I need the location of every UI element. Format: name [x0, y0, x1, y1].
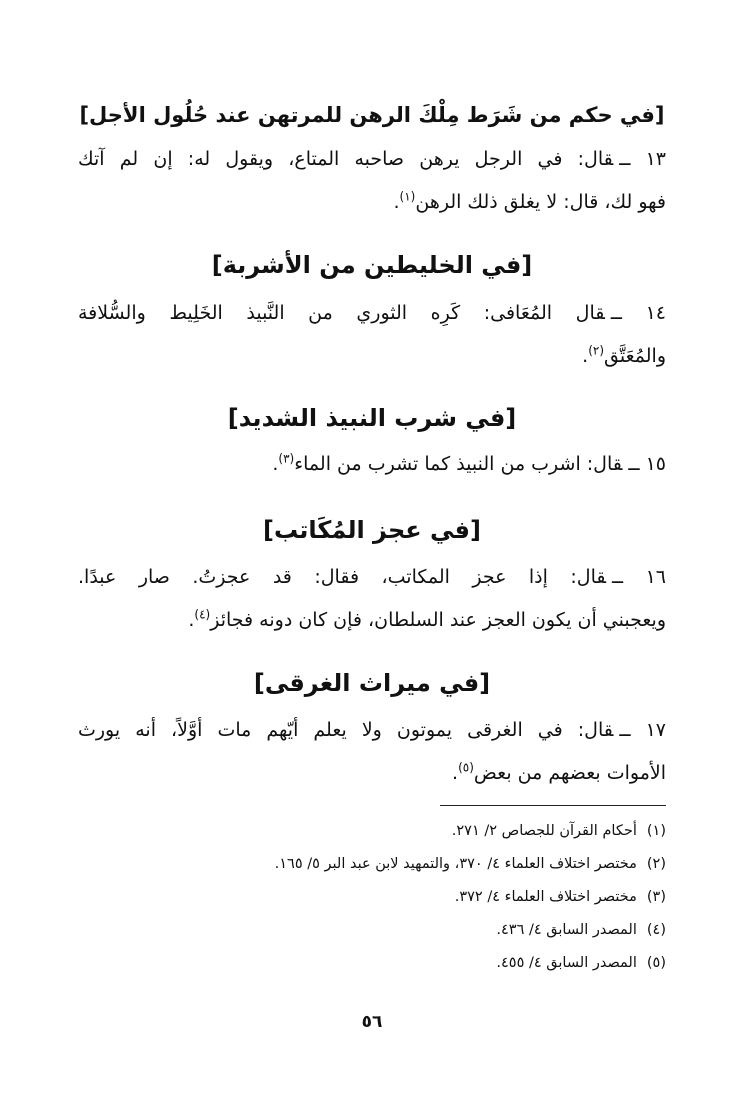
footnote-number: (١) — [646, 823, 666, 839]
section-heading-15: [في شرب النبيذ الشديد] — [227, 404, 517, 432]
footnote-text: المصدر السابق ٤/ ٤٣٦. — [496, 922, 637, 938]
footnote-5 — [78, 947, 666, 980]
footnote-number: (٢) — [646, 856, 666, 872]
section-heading-17: [في ميراث الغرقى] — [253, 669, 491, 697]
paragraph-16 — [78, 556, 666, 642]
paragraph-13-text-2: فهو لك، قال: لا يغلق ذلك الرهن — [415, 191, 666, 213]
paragraph-17-text-1: قال: في الغرقى يموتون ولا يعلم أيّهم مات أوَّلاً، أنه يورث — [78, 719, 614, 741]
footnote-number: (٣) — [646, 889, 666, 905]
item-number-16: ١٦ ــ — [611, 566, 666, 588]
item-number-13: ١٣ ــ — [619, 148, 666, 170]
footnote-text: أحكام القرآن للجصاص ٢/ ٢٧١. — [451, 823, 637, 839]
paragraph-14 — [78, 292, 666, 378]
paragraph-14-text-1: قال المُعَافى: كَرِه الثوري من النَّبيذ الخَلِيط والسُّلافة — [78, 302, 605, 324]
paragraph-14-end: . — [582, 345, 589, 367]
footnote-ref-1: (١) — [399, 189, 416, 204]
footnote-text: مختصر اختلاف العلماء ٤/ ٣٧٢. — [454, 889, 637, 905]
paragraph-17 — [78, 709, 666, 795]
book-page — [78, 0, 666, 1102]
paragraph-15-line-1 — [78, 443, 666, 486]
paragraph-17-text-2: الأموات بعضهم من بعض — [473, 762, 666, 784]
paragraph-17-line-1 — [78, 709, 666, 752]
paragraph-14-text-2: والمُعَتَّق — [604, 345, 666, 367]
section-heading-14: [في الخليطين من الأشربة] — [211, 251, 533, 279]
footnote-ref-3: (٣) — [278, 451, 295, 466]
footnote-number: (٥) — [646, 955, 666, 971]
footnote-3 — [78, 881, 666, 914]
footnote-ref-2: (٢) — [588, 343, 605, 358]
paragraph-13-line-2 — [78, 181, 666, 224]
footnote-1 — [78, 815, 666, 848]
paragraph-13-line-1 — [78, 138, 666, 181]
paragraph-13-text-1: قال: في الرجل يرهن صاحبه المتاع، ويقول له: إن لم آتك — [78, 148, 614, 170]
item-number-15: ١٥ ــ — [628, 453, 666, 475]
paragraph-16-line-2 — [78, 599, 666, 642]
footnote-separator — [440, 805, 666, 806]
paragraph-15-end: . — [272, 453, 279, 475]
paragraph-14-line-2 — [78, 335, 666, 378]
paragraph-16-end: . — [188, 609, 195, 631]
paragraph-13-end: . — [393, 191, 400, 213]
footnote-ref-4: (٤) — [194, 607, 211, 622]
footnote-2 — [78, 848, 666, 881]
paragraph-16-text-2: ويعجبني أن يكون العجز عند السلطان، فإن كان دونه فجائز — [210, 609, 666, 631]
paragraph-17-line-2 — [78, 752, 666, 795]
footnotes — [78, 815, 666, 980]
item-number-14: ١٤ ــ — [610, 302, 666, 324]
item-number-17: ١٧ ــ — [619, 719, 666, 741]
page-number: ٥٦ — [361, 1012, 383, 1032]
paragraph-17-end: . — [452, 762, 459, 784]
section-heading-13: [في حكم من شَرَط مِلْكَ الرهن للمرتهن عند حُلُول الأجل] — [79, 103, 665, 127]
paragraph-15-text-1: قال: اشرب من النبيذ كما تشرب من الماء — [294, 453, 623, 475]
footnote-number: (٤) — [646, 922, 666, 938]
paragraph-16-text-1: قال: إذا عجز المكاتب، فقال: قد عجزتُ. صار عبدًا. — [78, 566, 606, 588]
paragraph-14-line-1 — [78, 292, 666, 335]
footnote-text: مختصر اختلاف العلماء ٤/ ٣٧٠، والتمهيد لابن عبد البر ٥/ ١٦٥. — [274, 856, 637, 872]
paragraph-15 — [78, 443, 666, 486]
paragraph-16-line-1 — [78, 556, 666, 599]
footnote-ref-5: (٥) — [458, 760, 474, 775]
paragraph-13 — [78, 138, 666, 224]
footnote-text: المصدر السابق ٤/ ٤٥٥. — [496, 955, 637, 971]
footnote-4 — [78, 914, 666, 947]
section-heading-16: [في عجز المُكَاتب] — [263, 516, 481, 544]
